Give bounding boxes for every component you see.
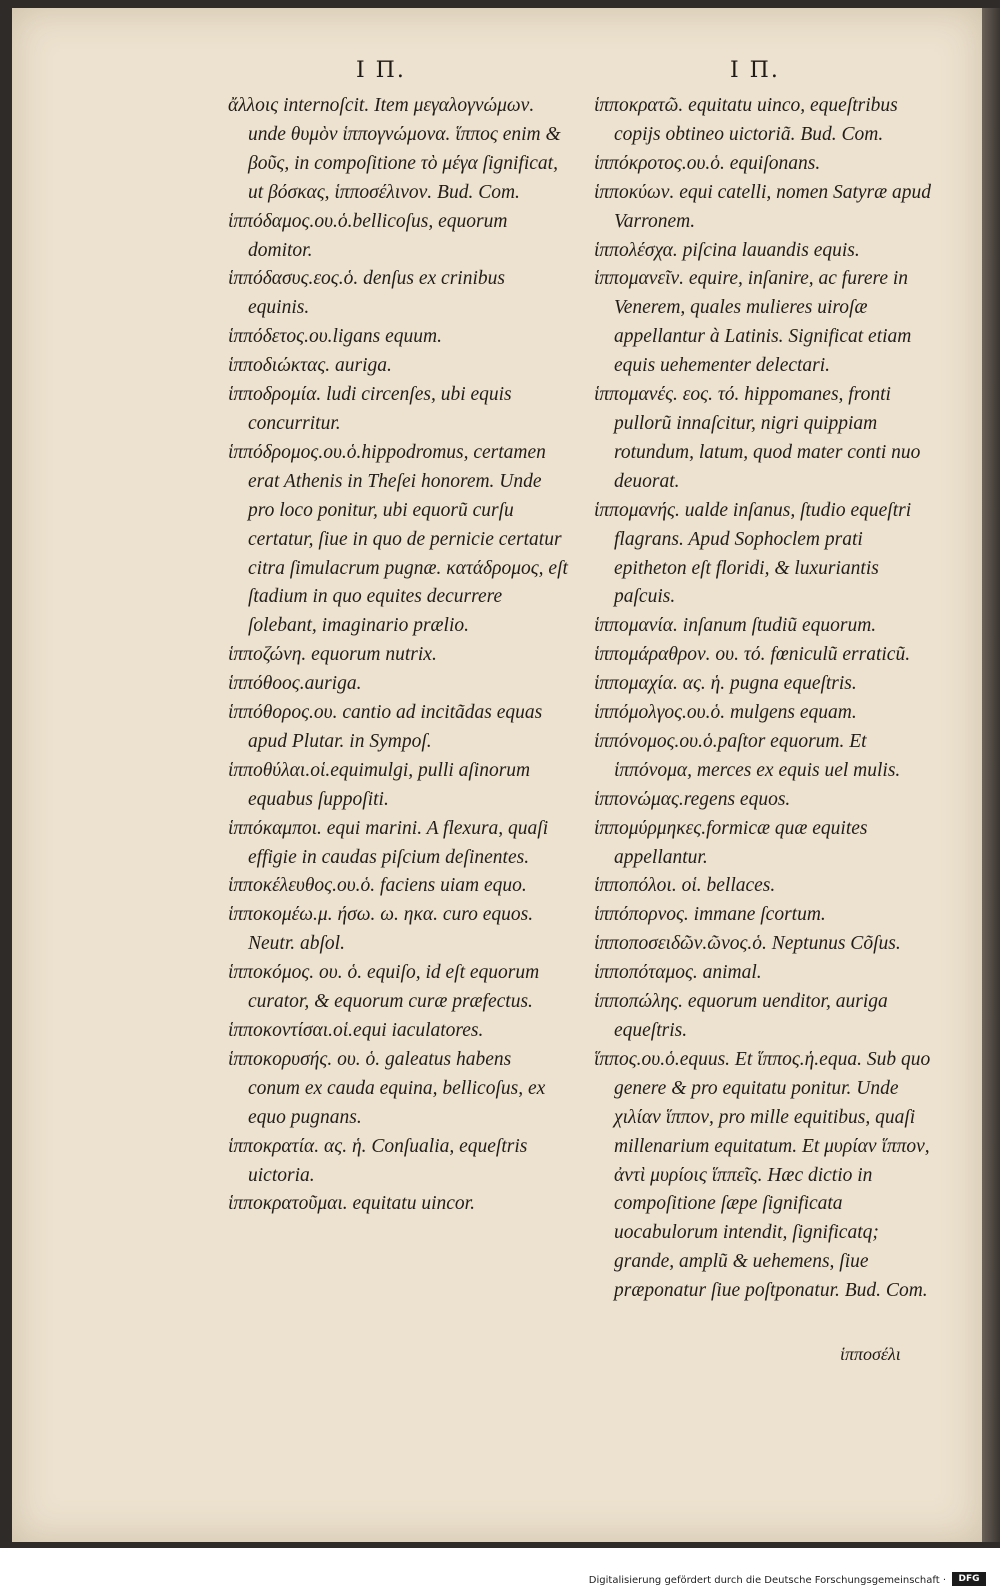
dictionary-entry: ἱππομανεῖν. equire, inſanire, ac furere in Venerem, quales mulieres uiroſæ appellantur à Latinis. Significat etiam equis uehementer delectari.	[594, 268, 912, 377]
dictionary-entry: ἱπποπόταμος. animal.	[594, 962, 762, 984]
dictionary-entry: ἱππολέσχα. piſcina lauandis equis.	[594, 239, 860, 261]
dictionary-entry: ἱππόκαμποι. equi marini. A flexura, quaſi effigie in caudas piſcium deſinentes.	[228, 817, 549, 868]
dictionary-entry: ἱππόδασυς.εος.ὁ. denſus ex crinibus equinis.	[228, 268, 505, 319]
dictionary-entry: ἱππόκροτος.ου.ὁ. equiſonans.	[594, 152, 821, 174]
catchword: ἱπποσέλι	[840, 1344, 901, 1364]
dictionary-entry: ἱπποδιώκτας. auriga.	[228, 355, 392, 377]
dictionary-entry: ἱπποκοντίσαι.οἱ.equi iaculatores.	[228, 1020, 484, 1041]
dictionary-entry: ἱππόδρομος.ου.ὁ.hippodromus, certamen erat Athenis in Theſei honorem. Unde pro loco ponitur, ubi equorũ curſu certatur, ſiue in quo de pernicie certatur citra ſimulacrum pugnæ. κατάδρομος, eſt ſtadium in quo equites decurrere ſolebant, imaginario prælio.	[228, 441, 568, 637]
dictionary-entry: ἱππομαχία. ας. ἡ. pugna equeſtris.	[594, 673, 857, 695]
dictionary-entry: ἱπποθύλαι.οἱ.equimulgi, pulli aſinorum equabus ſuppoſiti.	[228, 759, 531, 810]
dictionary-entry: ἱππόθοος.auriga.	[228, 673, 362, 695]
dictionary-entry: ἱπποκορυσής. ου. ὁ. galeatus habens conum ex cauda equina, bellicoſus, ex equo pugnans.	[228, 1048, 546, 1128]
dictionary-entry: ἱπποδρομία. ludi circenſes, ubi equis concurritur.	[228, 384, 512, 434]
right-column	[594, 92, 934, 1306]
dictionary-entry: ἱππόδετος.ου.ligans equum.	[228, 326, 442, 348]
dictionary-entry: ἱππόπορνος. immane ſcortum.	[594, 904, 826, 926]
dfg-logo: DFG	[952, 1572, 986, 1586]
dictionary-entry: ἱππομανές. εος. τό. hippomanes, fronti pullorũ innaſcitur, nigri quippiam rotundum, latum, quod mater conti nuo deuorat.	[594, 384, 921, 492]
dictionary-entry: ἱππόθορος.ου. cantio ad incitãdas equas apud Plutar. in Sympoſ.	[228, 702, 543, 752]
dictionary-entry: ἱπποπώλης. equorum uenditor, auriga equeſtris.	[594, 991, 888, 1041]
dictionary-entry: ἱπποκέλευθος.ου.ὁ. faciens uiam equo.	[228, 875, 527, 897]
dictionary-entry: ἱπποπόλοι. οἱ. bellaces.	[594, 875, 776, 897]
dictionary-entry: ἱπποκομέω.μ. ήσω. ω. ηκα. curo equos. Neutr. abſol.	[228, 904, 534, 955]
dictionary-entry: ἱππομύρμηκες.formicæ quæ equites appellantur.	[594, 817, 868, 868]
dictionary-entry: ἱπποκρατῶ. equitatu uinco, equeſtribus copijs obtineo uictoriã. Bud. Com.	[594, 95, 898, 145]
dictionary-entry: ἱπποκρατοῦμαι. equitatu uincor.	[228, 1193, 475, 1215]
dictionary-entry: ἱπποποσειδῶν.ῶνος.ὁ. Neptunus Cõſus.	[594, 933, 901, 955]
dictionary-entry: ἱππομανία. inſanum ſtudiũ equorum.	[594, 615, 877, 637]
page-edge	[982, 8, 1000, 1542]
dictionary-entry: ἱπποκόμος. ου. ὁ. equiſo, id eſt equorum curator, & equorum curæ præfectus.	[228, 962, 540, 1013]
dictionary-entry: ἱπποκύων. equi catelli, nomen Satyræ apud Varronem.	[594, 181, 932, 232]
dictionary-entry: ἱππόνομος.ου.ὁ.paſtor equorum. Et ἱππόνομα, merces ex equis uel mulis.	[594, 730, 901, 781]
dictionary-entry: ἱππόδαμος.ου.ὁ.bellicoſus, equorum domitor.	[228, 210, 508, 261]
dictionary-entry: ἱππονώμας.regens equos.	[594, 788, 791, 810]
dictionary-entry: ἵππος.ου.ὁ.equus. Et ἵππος.ἡ.equa. Sub quo genere & pro equitatu ponitur. Unde χιλίαν ἵππον, pro mille equitibus, quaſi millenarium equitatum. Et μυρίαν ἵππον, ἀντὶ μυρίοις ἵππεῖς. Hæc dictio in compoſitione ſæpe ſignificata uocabulorum intendit, ſignificatq; grande, amplũ & uehemens, ſiue præponatur ſiue poſtponatur. Bud. Com.	[594, 1048, 931, 1302]
dictionary-entry: ἱππομανής. ualde inſanus, ſtudio equeſtri flagrans. Apud Sophoclem prati epitheton eſt floridi, & luxuriantis paſcuis.	[594, 499, 912, 608]
left-column	[228, 92, 568, 1219]
dictionary-entry: ἱππόμολγος.ου.ὁ. mulgens equam.	[594, 702, 857, 724]
dictionary-entry: ἱππομάραθρον. ου. τό. fœniculũ erraticũ.	[594, 644, 911, 666]
funding-credit: Digitalisierung gefördert durch die Deutsche Forschungsgemeinschaft ·	[588, 1575, 946, 1586]
dictionary-entry: ἱπποζώνη. equorum nutrix.	[228, 644, 437, 666]
dictionary-entry: ἱπποκρατία. ας. ἡ. Conſualia, equeſtris uictoria.	[228, 1135, 528, 1186]
dictionary-entry: ἄλλοις internoſcit. Item μεγαλογνώμων. unde θυμὸν ἱππογνώμονα. ἵππος enim & βοῦς, in compoſitione τὸ μέγα ſignificat, ut βόσκας, ἱπποσέλινον. Bud. Com.	[228, 95, 561, 203]
running-head-right: I Π.	[730, 58, 780, 83]
running-head-left: I Π.	[356, 58, 406, 83]
